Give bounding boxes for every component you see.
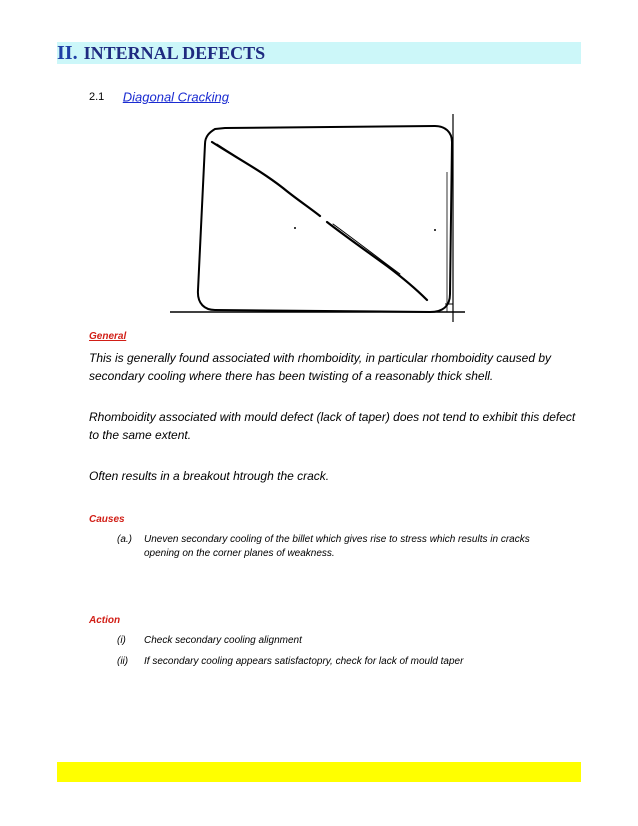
subsection-number: 2.1 xyxy=(89,90,105,103)
footer-band xyxy=(57,762,581,782)
action-item-marker: (i) xyxy=(117,635,126,646)
action-item xyxy=(117,655,557,669)
causes-item-marker: (a.) xyxy=(117,534,132,545)
subsection-heading xyxy=(89,88,229,106)
billet-outline xyxy=(198,126,452,312)
general-paragraph-2: Rhomboidity associated with mould defect (lack of taper) does not tend to exhibit this defect to the same extent. xyxy=(89,410,576,442)
action-item xyxy=(117,634,557,648)
action-item-text: Check secondary cooling alignment xyxy=(144,635,302,646)
section-number: II. xyxy=(57,42,78,64)
causes-item-text: Uneven secondary cooling of the billet which gives rise to stress which results in cracks opening on the corner planes of weakness. xyxy=(144,534,530,559)
diagonal-crack-sketch xyxy=(165,112,475,326)
general-paragraph-1: This is generally found associated with rhomboidity, in particular rhomboidity caused by secondary cooling where there has been twisting of a reasonably thick shell. xyxy=(89,351,552,383)
subsection-title-link[interactable]: Diagonal Cracking xyxy=(122,89,229,105)
section-title: INTERNAL DEFECTS xyxy=(83,43,266,63)
action-item-text: If secondary cooling appears satisfactopry, check for lack of mould taper xyxy=(144,656,464,667)
general-label: General xyxy=(89,331,127,342)
crack-line-lower-double xyxy=(333,224,400,274)
section-heading xyxy=(57,41,265,65)
crack-line-lower xyxy=(327,222,427,300)
crack-line-upper xyxy=(212,142,320,216)
causes-item xyxy=(117,533,557,563)
action-label: Action xyxy=(89,615,121,626)
general-paragraph-3: Often results in a breakout htrough the crack. xyxy=(89,469,330,483)
speck xyxy=(434,229,436,231)
causes-label: Causes xyxy=(89,514,125,525)
action-item-marker: (ii) xyxy=(117,656,129,667)
speck xyxy=(294,227,296,229)
